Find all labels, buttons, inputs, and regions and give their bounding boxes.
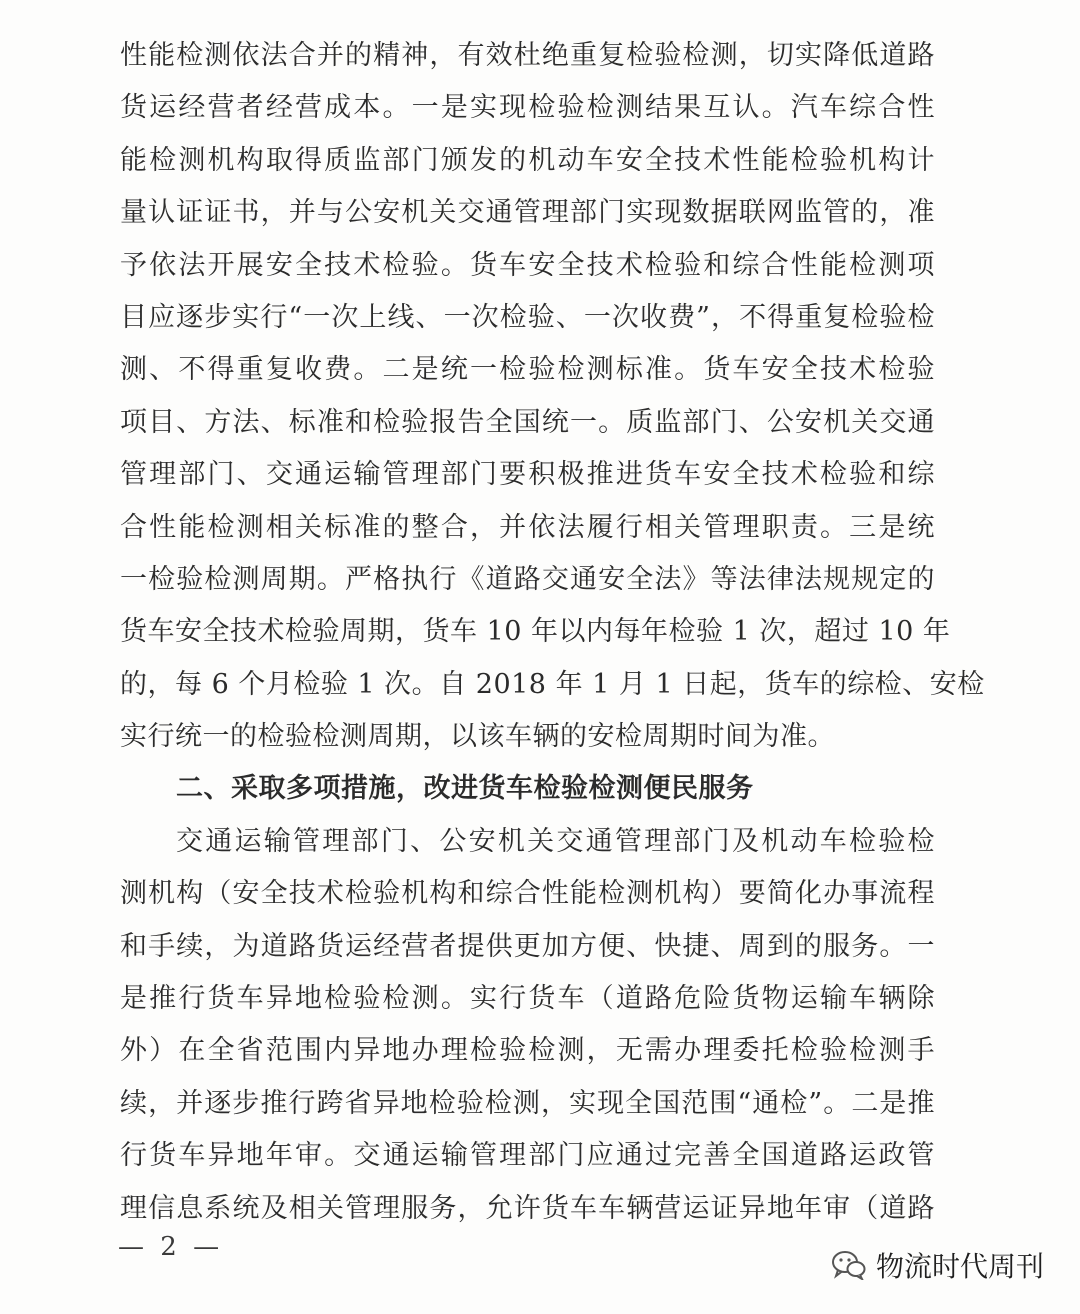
wechat-icon	[832, 1250, 866, 1280]
text-line: 交通运输管理部门、公安机关交通管理部门及机动车检验检	[176, 825, 935, 857]
page-number: — 2 —	[118, 1232, 224, 1262]
text-line: 行货车异地年审。交通运输管理部门应通过完善全国道路运政管	[120, 1140, 935, 1172]
text-line: 的，每 6 个月检验 1 次。自 2018 年 1 月 1 日起，货车的综检、安检	[120, 668, 985, 700]
text-line: 货运经营者经营成本。一是实现检验检测结果互认。汽车综合性	[120, 92, 935, 124]
text-line: 和手续，为道路货运经营者提供更加方便、快捷、周到的服务。一	[120, 930, 935, 962]
text-line: 是推行货车异地检验检测。实行货车（道路危险货物运输车辆除	[120, 983, 935, 1015]
document-body	[120, 30, 985, 1235]
wechat-watermark	[832, 1245, 1044, 1285]
text-line: 实行统一的检验检测周期，以该车辆的安检周期时间为准。	[120, 721, 835, 753]
text-line: 一检验检测周期。严格执行《道路交通安全法》等法律法规规定的	[120, 563, 935, 595]
text-line: 性能检测依法合并的精神，有效杜绝重复检验检测，切实降低道路	[120, 40, 935, 71]
text-line: 外）在全省范围内异地办理检验检测，无需办理委托检验检测手	[120, 1035, 935, 1067]
text-line: 管理部门、交通运输管理部门要积极推进货车安全技术检验和综	[120, 459, 935, 491]
section-heading: 二、采取多项措施，改进货车检验检测便民服务	[176, 773, 754, 805]
text-line: 续，并逐步推行跨省异地检验检测，实现全国范围“通检”。二是推	[120, 1087, 935, 1119]
text-line: 能检测机构取得质监部门颁发的机动车安全技术性能检验机构计	[120, 144, 935, 176]
text-line: 测机构（安全技术检验机构和综合性能检测机构）要简化办事流程	[120, 878, 935, 910]
text-line: 量认证证书，并与公安机关交通管理部门实现数据联网监管的，准	[120, 197, 935, 229]
text-line: 测、不得重复收费。二是统一检验检测标准。货车安全技术检验	[120, 354, 935, 386]
text-line: 合性能检测相关标准的整合，并依法履行相关管理职责。三是统	[120, 511, 935, 543]
text-line: 目应逐步实行“一次上线、一次检验、一次收费”，不得重复检验检	[120, 301, 935, 333]
watermark-text: 物流时代周刊	[875, 1250, 1044, 1283]
text-line: 货车安全技术检验周期，货车 10 年以内每年检验 1 次，超过 10 年	[120, 616, 951, 648]
text-line: 项目、方法、标准和检验报告全国统一。质监部门、公安机关交通	[120, 406, 935, 438]
text-line: 予依法开展安全技术检验。货车安全技术检验和综合性能检测项	[120, 249, 935, 281]
text-line: 理信息系统及相关管理服务，允许货车车辆营运证异地年审（道路	[120, 1192, 935, 1224]
